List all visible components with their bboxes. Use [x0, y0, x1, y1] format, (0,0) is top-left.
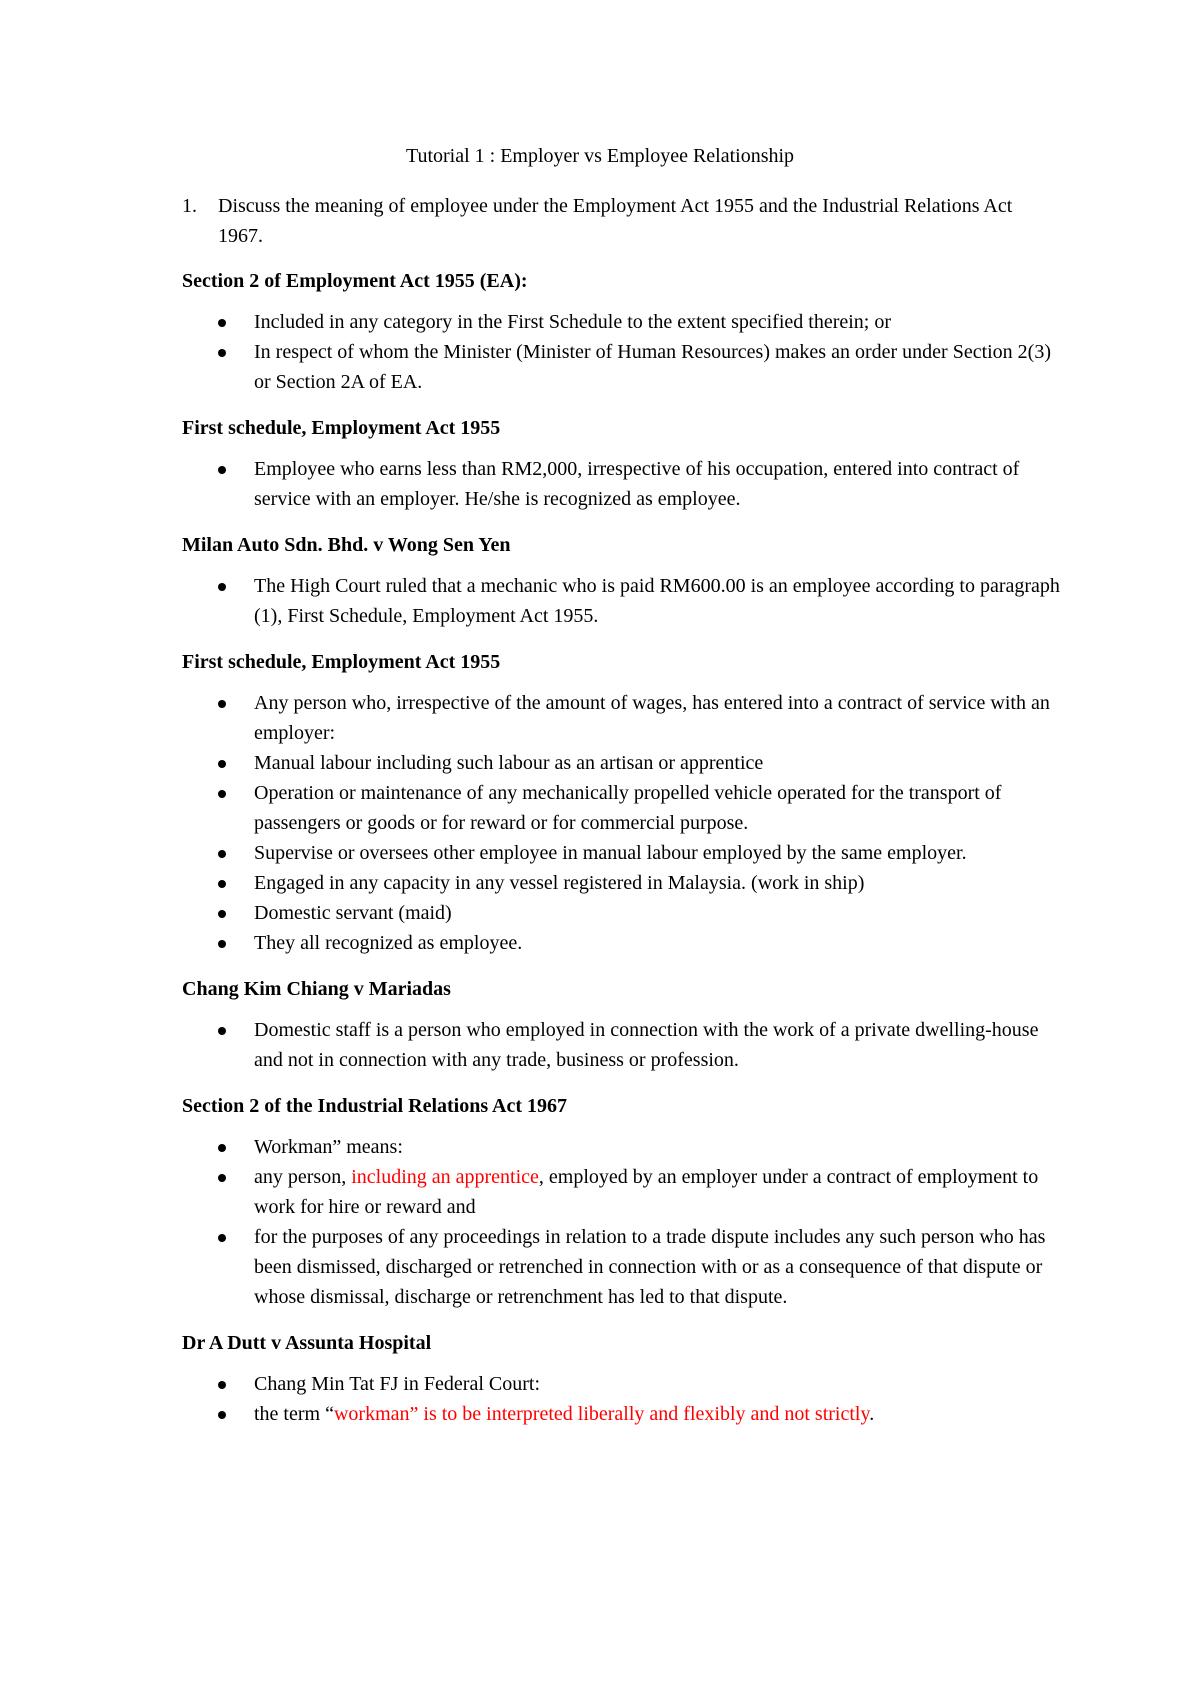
section-list-milan-auto [182, 571, 1062, 631]
bullet-icon [218, 1411, 226, 1419]
section-heading-first-schedule-2: First schedule, Employment Act 1955 [182, 651, 501, 673]
bullet-icon [218, 700, 226, 708]
list-item [182, 928, 1062, 958]
list-item-text: In respect of whom the Minister (Minister of Human Resources) makes an order under Section 2(3) or Section 2A of EA. [254, 341, 1052, 393]
list-item-text: , employed by an employer under a contract of employment to work for hire or reward and [254, 1166, 1039, 1218]
section-list-dutt [182, 1369, 1062, 1429]
section-heading-chang-kim-chiang: Chang Kim Chiang v Mariadas [182, 978, 451, 1000]
list-item-text: Operation or maintenance of any mechanically propelled vehicle operated for the transport of passengers or goods or for reward or for commercial purpose. [254, 782, 1002, 834]
list-item [182, 1369, 1062, 1399]
list-item [182, 748, 1062, 778]
section-heading-milan-auto: Milan Auto Sdn. Bhd. v Wong Sen Yen [182, 534, 511, 556]
bullet-icon [218, 940, 226, 948]
bullet-icon [218, 1234, 226, 1242]
document-body [182, 191, 1062, 1445]
bullet-icon [218, 1174, 226, 1182]
list-item-text: Manual labour including such labour as an artisan or apprentice [254, 752, 764, 774]
list-item [182, 1222, 1062, 1312]
highlighted-text: including an apprentice [351, 1166, 539, 1188]
list-item [182, 1399, 1062, 1429]
list-item [182, 868, 1062, 898]
list-item-text: Engaged in any capacity in any vessel registered in Malaysia. (work in ship) [254, 872, 865, 894]
list-item [182, 688, 1062, 748]
section-heading-ira: Section 2 of the Industrial Relations Act 1967 [182, 1095, 567, 1117]
list-item-text: any person, [254, 1166, 352, 1188]
bullet-icon [218, 349, 226, 357]
list-item [182, 898, 1062, 928]
bullet-icon [218, 583, 226, 591]
bullet-icon [218, 760, 226, 768]
section-list-ea [182, 307, 1062, 397]
bullet-icon [218, 1144, 226, 1152]
bullet-icon [218, 880, 226, 888]
list-item-text: Domestic staff is a person who employed in connection with the work of a private dwelling-house and not in connection with any trade, business or profession. [254, 1019, 1039, 1071]
list-item [182, 1162, 1062, 1222]
section-list-chang-kim-chiang [182, 1015, 1062, 1075]
list-item-text: Included in any category in the First Schedule to the extent specified therein; or [254, 311, 892, 333]
section-list-first-schedule-2 [182, 688, 1062, 958]
list-item-text: Any person who, irrespective of the amount of wages, has entered into a contract of service with an employer: [254, 692, 1050, 744]
list-item [182, 307, 1062, 337]
list-item-text: for the purposes of any proceedings in relation to a trade dispute includes any such person who has been dismissed, discharged or retrenched in connection with or as a consequence of that dispute or whose dismissal, discharge or retrenchment has led to that dispute. [254, 1226, 1046, 1308]
list-item [182, 778, 1062, 838]
section-heading-dutt: Dr A Dutt v Assunta Hospital [182, 1332, 432, 1354]
list-item [182, 1132, 1062, 1162]
list-item [182, 454, 1062, 514]
bullet-icon [218, 850, 226, 858]
section-heading-ea: Section 2 of Employment Act 1955 (EA): [182, 270, 528, 292]
question-number: 1. [182, 195, 197, 217]
list-item-text: Supervise or oversees other employee in manual labour employed by the same employer. [254, 842, 967, 864]
bullet-icon [218, 466, 226, 474]
list-item-text: Employee who earns less than RM2,000, irrespective of his occupation, entered into contract of service with an employer. He/she is recognized as employee. [254, 458, 1020, 510]
bullet-icon [218, 790, 226, 798]
list-item-text: Domestic servant (maid) [254, 902, 452, 924]
bullet-icon [218, 1381, 226, 1389]
list-item [182, 337, 1062, 397]
list-item-text: Workman” means: [254, 1136, 403, 1158]
highlighted-text: workman” is to be interpreted liberally and flexibly and not strictly [333, 1403, 870, 1425]
list-item-text: . [869, 1403, 875, 1425]
list-item [182, 1015, 1062, 1075]
bullet-icon [218, 1027, 226, 1035]
question-1 [182, 191, 1062, 251]
list-item [182, 838, 1062, 868]
section-heading-first-schedule: First schedule, Employment Act 1955 [182, 417, 501, 439]
section-list-ira [182, 1132, 1062, 1312]
section-list-first-schedule [182, 454, 1062, 514]
question-text: Discuss the meaning of employee under the Employment Act 1955 and the Industrial Relations Act 1967. [218, 195, 1013, 247]
list-item-text: the term “ [254, 1403, 334, 1425]
bullet-icon [218, 319, 226, 327]
list-item [182, 571, 1062, 631]
list-item-text: The High Court ruled that a mechanic who is paid RM600.00 is an employee according to paragraph (1), First Schedule, Employment Act 1955. [254, 575, 1060, 627]
list-item-text: Chang Min Tat FJ in Federal Court: [254, 1373, 540, 1395]
document-title: Tutorial 1 : Employer vs Employee Relationship [405, 145, 795, 167]
list-item-text: They all recognized as employee. [254, 932, 523, 954]
bullet-icon [218, 910, 226, 918]
